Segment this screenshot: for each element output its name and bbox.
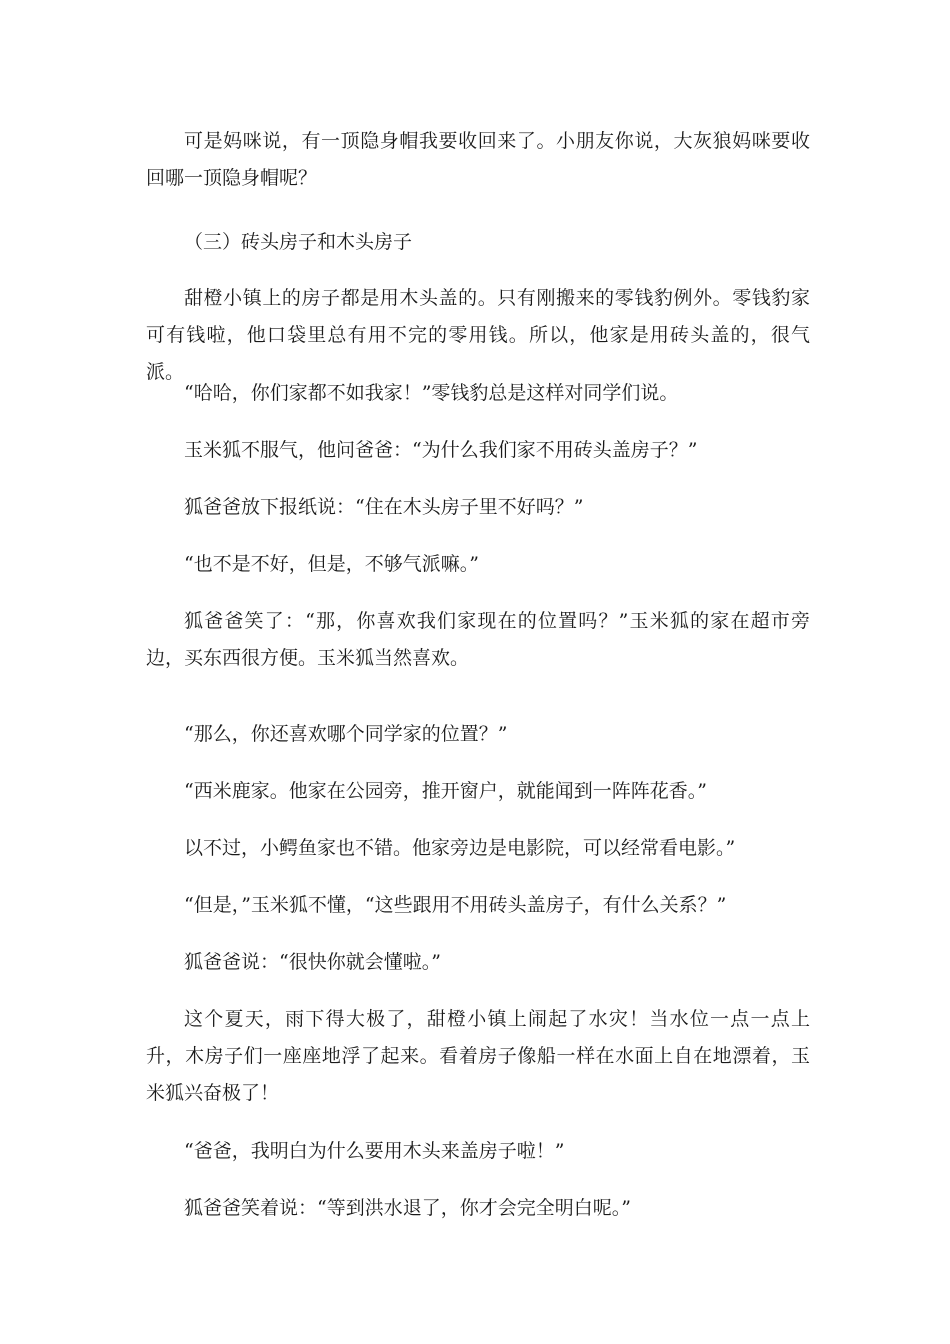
paragraph-deer-home: “西米鹿家。他家在公园旁，推开窗户，就能闻到一阵阵花香。” [184,780,707,802]
paragraph-which-classmate: “那么，你还喜欢哪个同学家的位置？” [184,723,508,745]
paragraph-father-laughs: 狐爸爸笑着说：“等到洪水退了，你才会完全明白呢。” [184,1197,631,1219]
paragraph-leopard-boast: “哈哈，你们家都不如我家！”零钱豹总是这样对同学们说。 [184,382,679,404]
paragraph-fox-understands: “爸爸，我明白为什么要用木头来盖房子啦！” [184,1140,565,1162]
paragraph-town-houses: 甜橙小镇上的房子都是用木头盖的。只有刚搬来的零钱豹例外。零钱豹家可有钱啦，他口袋里总有用不完的零用钱。所以，他家是用砖头盖的，很气派。 [146,287,810,383]
paragraph-location: 狐爸爸笑了：“那，你喜欢我们家现在的位置吗？”玉米狐的家在超市旁边，买东西很方便。玉米狐当然喜欢。 [146,610,810,669]
paragraph-flood: 这个夏天，雨下得大极了，甜橙小镇上闹起了水灾！当水位一点一点上升，木房子们一座座地浮了起来。看着房子像船一样在水面上自在地漂着，玉米狐兴奋极了！ [146,1008,810,1104]
paragraph-fox-confused: “但是，”玉米狐不懂，“这些跟用不用砖头盖房子，有什么关系？” [184,894,727,916]
paragraph-hat-question: 可是妈咪说，有一顶隐身帽我要收回来了。小朋友你说，大灰狼妈咪要收回哪一顶隐身帽呢？ [146,130,810,189]
paragraph-not-grand: “也不是不好，但是，不够气派嘛。” [184,553,479,575]
paragraph-fox-asks: 玉米狐不服气，他问爸爸：“为什么我们家不用砖头盖房子？” [184,439,698,461]
section-heading: （三）砖头房子和木头房子 [184,231,413,253]
paragraph-soon-understand: 狐爸爸说：“很快你就会懂啦。” [184,951,441,973]
paragraph-father-reply: 狐爸爸放下报纸说：“住在木头房子里不好吗？” [184,496,584,518]
paragraph-crocodile-home: 以不过，小鳄鱼家也不错。他家旁边是电影院，可以经常看电影。” [184,837,736,859]
